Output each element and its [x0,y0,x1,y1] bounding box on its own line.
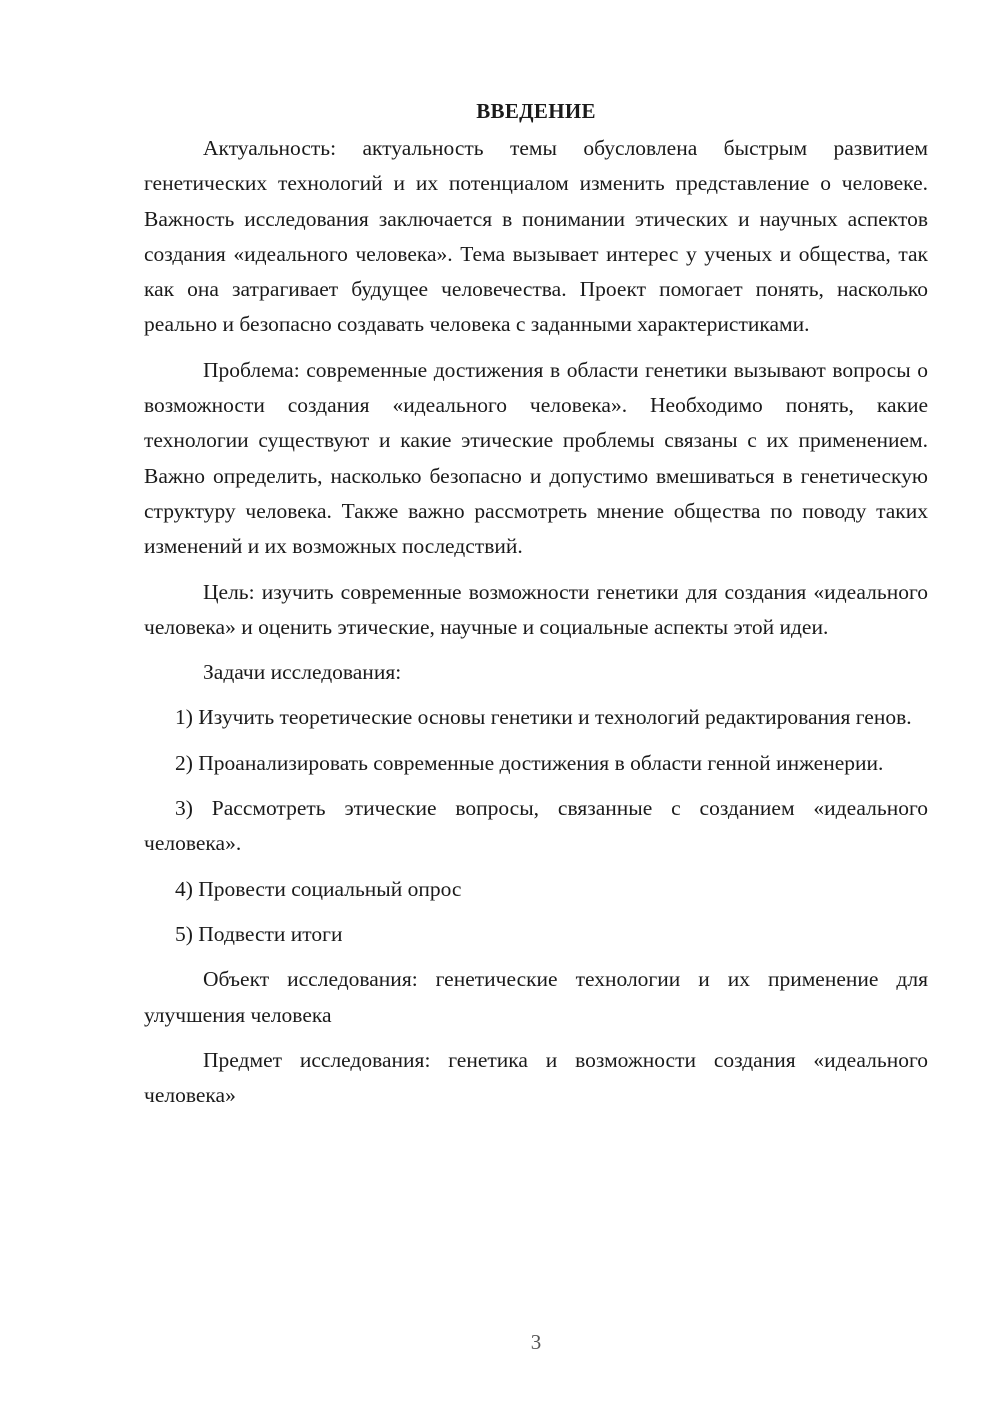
task-item-2: 2) Проанализировать современные достижения в области генной инженерии. [175,750,884,775]
task-item-5: 5) Подвести итоги [175,921,343,946]
task-item-1: 1) Изучить теоретические основы генетики и технологий редактирования генов. [175,705,912,730]
section-title: ВВЕДЕНИЕ [476,99,596,123]
task-item-4: 4) Провести социальный опрос [175,876,462,901]
task-item-3: 3) Рассмотреть этические вопросы, связанные с созданием «идеального человека». [144,796,928,856]
document-page [144,94,928,1123]
page-number: 3 [530,1330,542,1354]
paragraph-subject: Предмет исследования: генетика и возможности создания «идеального человека» [144,1047,928,1108]
paragraph-goal: Цель: изучить современные возможности генетики для создания «идеального человека» и оценить этические, научные и социальные аспекты этой идеи. [144,579,928,639]
paragraph-problem: Проблема: современные достижения в области генетики вызывают вопросы о возможности создания «идеального человека». Необходимо понять, какие технологии существуют и какие этические проблемы связаны с их применением. Важно определить, насколько безопасно и допустимо вмешиваться в генетическую структуру человека. Также важно рассмотреть мнение общества по поводу таких изменений и их возможных последствий. [144,357,928,559]
paragraph-relevance: Актуальность: актуальность темы обусловлена быстрым развитием генетических технологий и их потенциалом изменить представление о человеке. Важность исследования заключается в понимании этических и научных аспектов создания «идеального человека». Тема вызывает интерес у ученых и общества, так как она затрагивает будущее человечества. Проект помогает понять, насколько реально и безопасно создавать человека с заданными характеристиками. [144,136,928,337]
tasks-heading: Задачи исследования: [203,660,402,685]
paragraph-object: Объект исследования: генетические технологии и их применение для улучшения человека [144,967,928,1027]
